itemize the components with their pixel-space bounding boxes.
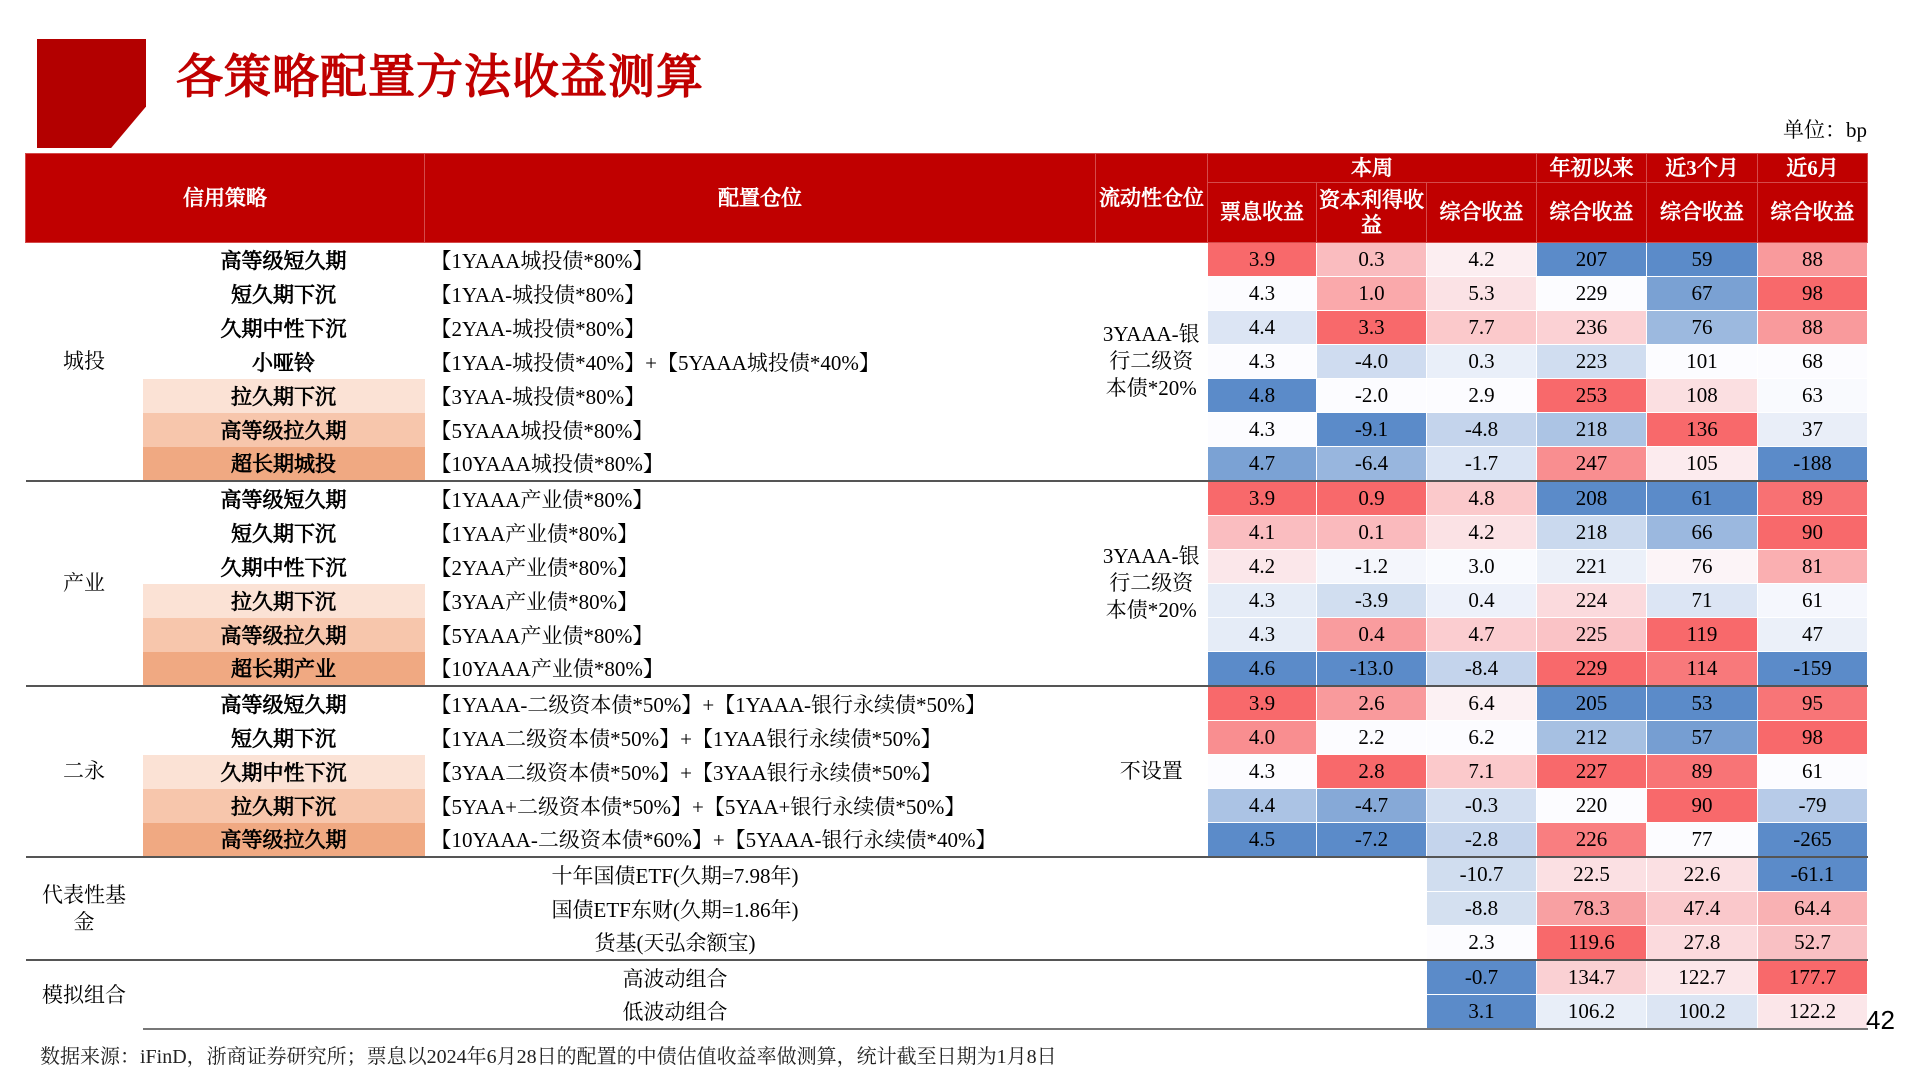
- header-total-6m: 综合收益: [1758, 183, 1868, 243]
- strategy-name: 久期中性下沉: [143, 311, 425, 345]
- ytd-total-cell: 106.2: [1537, 995, 1647, 1030]
- 3m-total-cell: 66: [1647, 516, 1758, 550]
- header-total-3m: 综合收益: [1647, 183, 1758, 243]
- 6m-total-cell: 47: [1758, 618, 1868, 652]
- table-row: [26, 243, 1868, 277]
- allocation: 【10YAAA城投债*80%】: [430, 452, 664, 477]
- category-label: [26, 243, 143, 482]
- table-row: [26, 618, 1868, 652]
- ytd-total-cell: 253: [1537, 379, 1647, 413]
- table-row: [26, 960, 1868, 995]
- table-row: [26, 345, 1868, 379]
- capital-gain-cell: -1.2: [1317, 550, 1427, 584]
- 6m-total-cell: 52.7: [1758, 926, 1868, 961]
- ytd-total-cell: 22.5: [1537, 857, 1647, 892]
- week-total-cell: 4.2: [1427, 516, 1537, 550]
- ytd-total-cell: 207: [1537, 243, 1647, 277]
- coupon-return-cell: 4.5: [1208, 823, 1317, 858]
- 3m-total-cell: 105: [1647, 447, 1758, 482]
- strategy-name: 高等级拉久期: [143, 618, 425, 652]
- 3m-total-cell: 108: [1647, 379, 1758, 413]
- header-capital: 资本利得收益: [1317, 183, 1427, 243]
- week-total-cell: 3.0: [1427, 550, 1537, 584]
- ytd-total-cell: 221: [1537, 550, 1647, 584]
- empty-cell: [1208, 960, 1427, 995]
- 6m-total-cell: -79: [1758, 789, 1868, 823]
- table-row: [26, 995, 1868, 1030]
- 3m-total-cell: 59: [1647, 243, 1758, 277]
- coupon-return-cell: 4.3: [1208, 618, 1317, 652]
- ytd-total-cell: 223: [1537, 345, 1647, 379]
- allocation: 【10YAAA-二级资本债*60%】+【5YAAA-银行永续债*40%】: [430, 828, 997, 853]
- header-strategy: 信用策略: [26, 154, 425, 243]
- table-row: [26, 926, 1868, 961]
- week-total-cell: 4.7: [1427, 618, 1537, 652]
- table-row: [26, 789, 1868, 823]
- coupon-return-cell: 4.3: [1208, 413, 1317, 447]
- allocation: 【5YAA+二级资本债*50%】+【5YAA+银行永续债*50%】: [430, 794, 966, 819]
- strategy-name: 拉久期下沉: [143, 789, 425, 823]
- 6m-total-cell: -188: [1758, 447, 1868, 482]
- header-this-week: 本周: [1208, 154, 1537, 183]
- week-total-cell: 3.1: [1427, 995, 1537, 1030]
- title-decoration: [37, 39, 146, 148]
- coupon-return-cell: 4.7: [1208, 447, 1317, 482]
- strategy-name: 超长期城投: [143, 447, 425, 482]
- strategy-name: 短久期下沉: [143, 721, 425, 755]
- capital-gain-cell: -4.0: [1317, 345, 1427, 379]
- allocation: 【3YAA-城投债*80%】: [430, 384, 646, 409]
- 6m-total-cell: 98: [1758, 277, 1868, 311]
- ytd-total-cell: 220: [1537, 789, 1647, 823]
- page-number: 42: [1866, 1005, 1895, 1035]
- strategy-name: 高等级短久期: [143, 481, 425, 516]
- ytd-total-cell: 78.3: [1537, 892, 1647, 926]
- ytd-total-cell: 227: [1537, 755, 1647, 789]
- 3m-total-cell: 47.4: [1647, 892, 1758, 926]
- empty-cell: [1208, 995, 1427, 1030]
- strategy-name: 超长期产业: [143, 652, 425, 687]
- capital-gain-cell: 0.3: [1317, 243, 1427, 277]
- coupon-return-cell: 4.3: [1208, 345, 1317, 379]
- 3m-total-cell: 53: [1647, 686, 1758, 721]
- strategy-name: 拉久期下沉: [143, 379, 425, 413]
- table-row: [26, 277, 1868, 311]
- header-total-ytd: 综合收益: [1537, 183, 1647, 243]
- table-row: [26, 516, 1868, 550]
- table-row: [26, 311, 1868, 345]
- liquidity-position: 3YAAA-银行二级资本债*20%: [1102, 321, 1200, 401]
- ytd-total-cell: 236: [1537, 311, 1647, 345]
- 6m-total-cell: 98: [1758, 721, 1868, 755]
- 3m-total-cell: 22.6: [1647, 857, 1758, 892]
- coupon-return-cell: 3.9: [1208, 243, 1317, 277]
- table-row: [26, 755, 1868, 789]
- fund-name: 高波动组合: [143, 960, 1208, 995]
- table-row: [26, 686, 1868, 721]
- week-total-cell: 2.3: [1427, 926, 1537, 961]
- category-label: [26, 481, 143, 686]
- unit-label: 单位：bp: [1783, 118, 1867, 142]
- 6m-total-cell: 90: [1758, 516, 1868, 550]
- category-text: 二永: [63, 759, 105, 784]
- 6m-total-cell: 95: [1758, 686, 1868, 721]
- coupon-return-cell: 4.6: [1208, 652, 1317, 687]
- table-row: [26, 447, 1868, 482]
- ytd-total-cell: 224: [1537, 584, 1647, 618]
- allocation: 【1YAA产业债*80%】: [430, 521, 639, 546]
- 3m-total-cell: 27.8: [1647, 926, 1758, 961]
- week-total-cell: 4.2: [1427, 243, 1537, 277]
- allocation: 【1YAA-城投债*40%】+【5YAAA城投债*40%】: [430, 350, 880, 375]
- week-total-cell: 2.9: [1427, 379, 1537, 413]
- allocation: 【5YAAA产业债*80%】: [430, 623, 654, 648]
- category-text: 城投: [63, 349, 105, 374]
- 3m-total-cell: 90: [1647, 789, 1758, 823]
- week-total-cell: 4.8: [1427, 481, 1537, 516]
- allocation: 【2YAA-城投债*80%】: [430, 316, 646, 341]
- strategy-name: 高等级拉久期: [143, 823, 425, 858]
- week-total-cell: -2.8: [1427, 823, 1537, 858]
- capital-gain-cell: 3.3: [1317, 311, 1427, 345]
- capital-gain-cell: -9.1: [1317, 413, 1427, 447]
- table-row: [26, 857, 1868, 892]
- allocation: 【3YAA产业债*80%】: [430, 589, 639, 614]
- 6m-total-cell: 61: [1758, 755, 1868, 789]
- week-total-cell: -1.7: [1427, 447, 1537, 482]
- 3m-total-cell: 122.7: [1647, 960, 1758, 995]
- table-row: [26, 652, 1868, 687]
- capital-gain-cell: 2.8: [1317, 755, 1427, 789]
- 6m-total-cell: 68: [1758, 345, 1868, 379]
- table-row: [26, 550, 1868, 584]
- 6m-total-cell: 88: [1758, 311, 1868, 345]
- table-row: [26, 584, 1868, 618]
- capital-gain-cell: 1.0: [1317, 277, 1427, 311]
- capital-gain-cell: -3.9: [1317, 584, 1427, 618]
- capital-gain-cell: -4.7: [1317, 789, 1427, 823]
- coupon-return-cell: 3.9: [1208, 686, 1317, 721]
- 6m-total-cell: 177.7: [1758, 960, 1868, 995]
- allocation: 【5YAAA城投债*80%】: [430, 418, 654, 443]
- footnote: 数据来源：iFinD，浙商证券研究所；票息以2024年6月28日的配置的中债估值收益率做测算，统计截至日期为1月8日: [40, 1046, 1057, 1068]
- ytd-total-cell: 208: [1537, 481, 1647, 516]
- capital-gain-cell: 2.6: [1317, 686, 1427, 721]
- week-total-cell: 0.4: [1427, 584, 1537, 618]
- ytd-total-cell: 229: [1537, 277, 1647, 311]
- group-label: [26, 960, 143, 1029]
- coupon-return-cell: 4.4: [1208, 311, 1317, 345]
- table-row: [26, 481, 1868, 516]
- 6m-total-cell: -265: [1758, 823, 1868, 858]
- allocation: 【2YAA产业债*80%】: [430, 555, 639, 580]
- strategy-name: 拉久期下沉: [143, 584, 425, 618]
- 3m-total-cell: 119: [1647, 618, 1758, 652]
- capital-gain-cell: -13.0: [1317, 652, 1427, 687]
- coupon-return-cell: 4.0: [1208, 721, 1317, 755]
- coupon-return-cell: 4.1: [1208, 516, 1317, 550]
- header-6m: 近6月: [1758, 154, 1868, 183]
- group-text: 代表性基金: [42, 883, 126, 934]
- allocation: 【1YAA-城投债*80%】: [430, 282, 646, 307]
- ytd-total-cell: 229: [1537, 652, 1647, 687]
- 3m-total-cell: 114: [1647, 652, 1758, 687]
- table-row: [26, 892, 1868, 926]
- coupon-return-cell: 4.3: [1208, 755, 1317, 789]
- 6m-total-cell: -61.1: [1758, 857, 1868, 892]
- ytd-total-cell: 119.6: [1537, 926, 1647, 961]
- empty-cell: [1208, 892, 1427, 926]
- strategy-name: 短久期下沉: [143, 277, 425, 311]
- fund-name: 十年国债ETF(久期=7.98年): [143, 857, 1208, 892]
- week-total-cell: -0.3: [1427, 789, 1537, 823]
- week-total-cell: 0.3: [1427, 345, 1537, 379]
- week-total-cell: -0.7: [1427, 960, 1537, 995]
- ytd-total-cell: 212: [1537, 721, 1647, 755]
- ytd-total-cell: 218: [1537, 413, 1647, 447]
- 6m-total-cell: 64.4: [1758, 892, 1868, 926]
- allocation: 【10YAAA产业债*80%】: [430, 657, 664, 682]
- group-label: [26, 857, 143, 960]
- 3m-total-cell: 61: [1647, 481, 1758, 516]
- allocation: 【1YAA二级资本债*50%】+【1YAA银行永续债*50%】: [430, 726, 942, 751]
- strategy-name: 短久期下沉: [143, 516, 425, 550]
- capital-gain-cell: -2.0: [1317, 379, 1427, 413]
- strategy-name: 小哑铃: [143, 345, 425, 379]
- header-ytd: 年初以来: [1537, 154, 1647, 183]
- strategy-name: 久期中性下沉: [143, 550, 425, 584]
- coupon-return-cell: 4.3: [1208, 277, 1317, 311]
- 3m-total-cell: 89: [1647, 755, 1758, 789]
- table-row: [26, 413, 1868, 447]
- 6m-total-cell: 81: [1758, 550, 1868, 584]
- ytd-total-cell: 205: [1537, 686, 1647, 721]
- 6m-total-cell: 63: [1758, 379, 1868, 413]
- table-row: [26, 379, 1868, 413]
- week-total-cell: 6.2: [1427, 721, 1537, 755]
- table-body: [26, 243, 1868, 1030]
- 3m-total-cell: 136: [1647, 413, 1758, 447]
- 6m-total-cell: 61: [1758, 584, 1868, 618]
- allocation: 【1YAAA-二级资本债*50%】+【1YAAA-银行永续债*50%】: [425, 686, 1096, 721]
- capital-gain-cell: -6.4: [1317, 447, 1427, 482]
- capital-gain-cell: 0.4: [1317, 618, 1427, 652]
- fund-name: 货基(天弘余额宝): [594, 931, 756, 956]
- table-row: [26, 823, 1868, 858]
- empty-cell: [1208, 857, 1427, 892]
- fund-name: 低波动组合: [143, 995, 1208, 1030]
- ytd-total-cell: 226: [1537, 823, 1647, 858]
- strategy-name: 高等级拉久期: [143, 413, 425, 447]
- ytd-total-cell: 225: [1537, 618, 1647, 652]
- allocation: 【3YAA二级资本债*50%】+【3YAA银行永续债*50%】: [430, 760, 942, 785]
- 6m-total-cell: 89: [1758, 481, 1868, 516]
- week-total-cell: 7.1: [1427, 755, 1537, 789]
- coupon-return-cell: 4.4: [1208, 789, 1317, 823]
- coupon-return-cell: 4.2: [1208, 550, 1317, 584]
- capital-gain-cell: 0.1: [1317, 516, 1427, 550]
- week-total-cell: -4.8: [1427, 413, 1537, 447]
- 3m-total-cell: 76: [1647, 311, 1758, 345]
- header-total-week: 综合收益: [1427, 183, 1537, 243]
- header-liquidity: 流动性仓位: [1096, 154, 1208, 243]
- 6m-total-cell: 88: [1758, 243, 1868, 277]
- header-3m: 近3个月: [1647, 154, 1758, 183]
- 3m-total-cell: 100.2: [1647, 995, 1758, 1030]
- category-text: 产业: [63, 571, 105, 596]
- 3m-total-cell: 77: [1647, 823, 1758, 858]
- week-total-cell: 7.7: [1427, 311, 1537, 345]
- category-label: [26, 686, 143, 857]
- allocation: 【1YAAA产业债*80%】: [425, 481, 1096, 516]
- capital-gain-cell: 2.2: [1317, 721, 1427, 755]
- header-coupon: 票息收益: [1208, 183, 1317, 243]
- week-total-cell: -10.7: [1427, 857, 1537, 892]
- week-total-cell: -8.8: [1427, 892, 1537, 926]
- ytd-total-cell: 134.7: [1537, 960, 1647, 995]
- liquidity-position: 不设置: [1096, 686, 1208, 857]
- coupon-return-cell: 4.8: [1208, 379, 1317, 413]
- 6m-total-cell: 37: [1758, 413, 1868, 447]
- empty-cell: [1208, 926, 1427, 961]
- strategy-name: 高等级短久期: [143, 243, 425, 277]
- page-title: 各策略配置方法收益测算: [176, 50, 704, 105]
- week-total-cell: -8.4: [1427, 652, 1537, 687]
- table-row: [26, 721, 1868, 755]
- capital-gain-cell: 0.9: [1317, 481, 1427, 516]
- liquidity-position: 3YAAA-银行二级资本债*20%: [1096, 481, 1208, 686]
- group-text: 模拟组合: [42, 982, 126, 1007]
- capital-gain-cell: -7.2: [1317, 823, 1427, 858]
- ytd-total-cell: 247: [1537, 447, 1647, 482]
- header-allocation: 配置仓位: [425, 154, 1096, 243]
- allocation: 【1YAAA城投债*80%】: [430, 248, 654, 273]
- week-total-cell: 6.4: [1427, 686, 1537, 721]
- 3m-total-cell: 101: [1647, 345, 1758, 379]
- coupon-return-cell: 3.9: [1208, 481, 1317, 516]
- 6m-total-cell: 122.2: [1758, 995, 1868, 1030]
- strategy-name: 久期中性下沉: [143, 755, 425, 789]
- 6m-total-cell: -159: [1758, 652, 1868, 687]
- ytd-total-cell: 218: [1537, 516, 1647, 550]
- 3m-total-cell: 76: [1647, 550, 1758, 584]
- coupon-return-cell: 4.3: [1208, 584, 1317, 618]
- 3m-total-cell: 71: [1647, 584, 1758, 618]
- 3m-total-cell: 67: [1647, 277, 1758, 311]
- 3m-total-cell: 57: [1647, 721, 1758, 755]
- strategy-name: 高等级短久期: [143, 686, 425, 721]
- fund-name: 国债ETF东财(久期=1.86年): [551, 897, 799, 922]
- week-total-cell: 5.3: [1427, 277, 1537, 311]
- strategy-returns-table: [25, 153, 1868, 1030]
